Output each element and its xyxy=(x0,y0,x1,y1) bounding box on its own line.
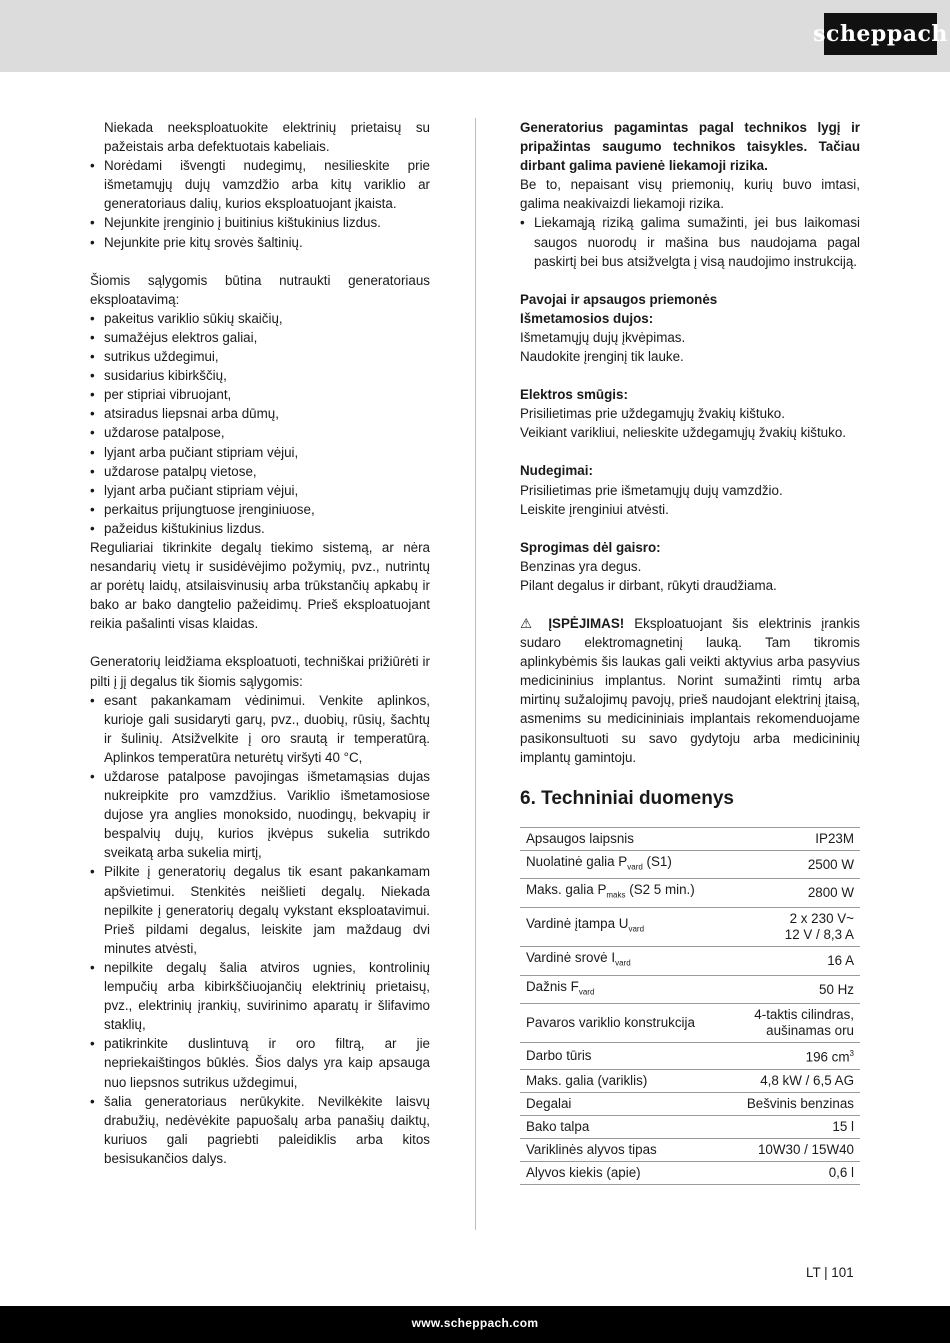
list-item: • Nejunkite prie kitų srovės šaltinių. xyxy=(90,233,430,252)
list-item: • per stipriai vibruojant, xyxy=(90,385,430,404)
list-item: • lyjant arba pučiant stipriam vėjui, xyxy=(90,443,430,462)
manufactured-statement: Generatorius pagamintas pagal technikos lygį ir pripažintas saugumo technikos taisykles. Tačiau dirbant galima pavienė liekamoji rizika. xyxy=(520,120,860,174)
residual-bullets xyxy=(520,213,860,270)
footer-bar xyxy=(0,1306,950,1343)
list-item: • esant pakankamam vėdinimui. Venkite aplinkos, kurioje gali susidaryti garų, pvz., duobių, rūsių, šachtų ir šulinių. Atsižvelkite į oro srautą ir temperatūrą. Aplinkos temperatūra neturėtų viršyti 40 °C, xyxy=(90,691,430,767)
dangers-heading: Pavojai ir apsaugos priemonės xyxy=(520,291,718,307)
spec-label: Maks. galia $P_{maks}$ (S2 5 min.) xyxy=(520,879,725,908)
table-row xyxy=(520,947,860,976)
table-row xyxy=(520,908,860,947)
spec-label: Vardinė įtampa $U_{vard}$ xyxy=(520,908,725,947)
spec-value: 4,8 kW / 6,5 AG xyxy=(725,1069,860,1092)
spec-value: 2800 W xyxy=(725,879,860,908)
regular-check-paragraph: Reguliariai tikrinkite degalų tiekimo sistemą, ar nėra nesandarių vietų ir susidėvėjimo požymių, pvz., nutrintų ar porėtų laidų, atsilaisvinusių arba trūkstančių apkabų ir bako ar bako dangtelio pažeidimų. Prieš eksploatuojant reikia pašalinti visas klaidas. xyxy=(90,539,430,632)
list-item: • pažeidus kištukinius lizdus. xyxy=(90,519,430,538)
burn-line: Prisilietimas prie išmetamųjų dujų vamzdžio. xyxy=(520,482,783,498)
list-item: • Liekamąją riziką galima sumažinti, jei bus laikomasi saugos nuorodų ir mašina bus naudojama pagal paskirtį bei bus atsižvelgta į visą naudojimo instrukciją. xyxy=(520,213,860,270)
spec-value: 2500 W xyxy=(725,850,860,879)
list-item: • lyjant arba pučiant stipriam vėjui, xyxy=(90,481,430,500)
burn-heading: Nudegimai: xyxy=(520,463,593,479)
list-item: • Norėdami išvengti nudegimų, nesilieskite prie išmetamųjų dujų vamzdžio arba kitų variklio ar generatoriaus dalių, kurios eksploatuojant įkaista. xyxy=(90,156,430,213)
table-row xyxy=(520,879,860,908)
table-row xyxy=(520,1004,860,1043)
column-divider xyxy=(475,118,476,1230)
fire-heading: Sprogimas dėl gaisro: xyxy=(520,539,661,555)
scheppach-logo: scheppach xyxy=(824,13,937,55)
burn-line: Leiskite įrenginiui atvėsti. xyxy=(520,501,669,517)
tech-data-title: 6. Techniniai duomenys xyxy=(520,787,734,809)
spec-label: Darbo tūris xyxy=(520,1043,725,1069)
list-item: • uždarose patalpose, xyxy=(90,423,430,442)
spec-label: Apsaugos laipsnis xyxy=(520,827,725,850)
table-row xyxy=(520,1115,860,1138)
fire-line: Benzinas yra degus. xyxy=(520,558,642,574)
table-row xyxy=(520,975,860,1004)
residual-risk-text: Be to, nepaisant visų priemonių, kurių buvo imtasi, galima neakivaizdi liekamoji rizika. xyxy=(520,177,860,212)
list-item: • perkaitus prijungtuose įrenginiuose, xyxy=(90,500,430,519)
footer-url[interactable]: www.scheppach.com xyxy=(411,1316,539,1330)
list-item: • susidarius kibirkščių, xyxy=(90,366,430,385)
stop-bullets xyxy=(90,309,430,538)
warning-triangle-icon: ⚠ xyxy=(520,615,539,631)
list-item: • nepilkite degalų šalia atviros ugnies, kontrolinių lempučių arba kibirkščiuojančių elektrinių prietaisų, pvz., elektrinių įrankių, suvirinimo aparatų ir šlifavimo staklių, xyxy=(90,958,430,1034)
list-item: • pakeitus variklio sūkių skaičių, xyxy=(90,309,430,328)
list-item: • atsiradus liepsnai arba dūmų, xyxy=(90,404,430,423)
warning-label: ĮSPĖJIMAS! xyxy=(548,615,625,631)
table-row xyxy=(520,1043,860,1069)
list-item: • patikrinkite duslintuvą ir oro filtrą, ar jie nepriekaištingos būklės. Šios dalys yra kaip apsauga nuo liepsnos sutrikus uždegimui, xyxy=(90,1034,430,1091)
spec-label: Pavaros variklio konstrukcija xyxy=(520,1004,725,1043)
spec-value: 10W30 / 15W40 xyxy=(725,1138,860,1161)
intro-bullets xyxy=(90,156,430,251)
shock-heading: Elektros smūgis: xyxy=(520,387,628,403)
allowed-intro: Generatorių leidžiama eksploatuoti, techniškai prižiūrėti ir pilti į jį degalus tik šiomis sąlygomis: xyxy=(90,654,430,689)
table-row xyxy=(520,850,860,879)
table-row xyxy=(520,827,860,850)
spec-value: IP23M xyxy=(725,827,860,850)
stop-intro: Šiomis sąlygomis būtina nutraukti generatoriaus eksploatavimą: xyxy=(90,272,430,307)
table-row xyxy=(520,1161,860,1184)
exhaust-line: Naudokite įrenginį tik lauke. xyxy=(520,349,684,365)
table-row xyxy=(520,1092,860,1115)
left-column xyxy=(90,118,430,1168)
spec-label: Alyvos kiekis (apie) xyxy=(520,1161,725,1184)
spec-label: Nuolatinė galia $P_{vard}$ (S1) xyxy=(520,850,725,879)
spec-value: 4-taktis cilindras, aušinamas oru xyxy=(725,1004,860,1043)
list-item: • uždarose patalpose pavojingas išmetamąsias dujas nukreipkite pro vamzdžius. Variklio išmetamosiose dujose yra anglies monoksido, nuodingų, bekvapių ir bespalvių dujų, kurios įkvėpus sukelia sutrikdo sveikatą arba sukelia mirtį, xyxy=(90,767,430,862)
table-row xyxy=(520,1138,860,1161)
list-item: • Nejunkite įrenginio į buitinius kištukinius lizdus. xyxy=(90,213,430,232)
list-item: • uždarose patalpų vietose, xyxy=(90,462,430,481)
table-row xyxy=(520,1069,860,1092)
page-number: LT | 101 xyxy=(806,1265,854,1280)
list-item: • šalia generatoriaus nerūkykite. Nevilkėkite laisvų drabužių, nedėvėkite papuošalų arba panašių daiktų, kuriuos gali pagriebti paleidiklis arba kitos besisukančios dalys. xyxy=(90,1092,430,1168)
tech-data-table xyxy=(520,827,860,1185)
list-item: • sutrikus uždegimui, xyxy=(90,347,430,366)
header-band xyxy=(0,0,950,72)
spec-label: Degalai xyxy=(520,1092,725,1115)
fire-line: Pilant degalus ir dirbant, rūkyti draudžiama. xyxy=(520,577,777,593)
spec-label: Vardinė srovė $I_{vard}$ xyxy=(520,947,725,976)
spec-value: 196 $cm^3$ xyxy=(725,1043,860,1069)
right-column xyxy=(520,118,860,1185)
spec-label: Dažnis $F_{vard}$ xyxy=(520,975,725,1004)
spec-value: 15 l xyxy=(725,1115,860,1138)
warning-text: Eksploatuojant šis elektrinis įrankis sudaro elektromagnetinį lauką. Tam tikromis aplinkybėmis šis laukas gali veikti aktyvius arba pasyvius medicininius implantus. Norint sumažinti rimtų arba mirtinų sužalojimų pavojų, prieš naudojant elektrinį įtaisą, asmenims su medicininiais implantais rekomenduojame pasikonsultuoti su savo gydytoju arba medicininių implantų gamintoju. xyxy=(520,615,860,765)
spec-value: 0,6 l xyxy=(725,1161,860,1184)
spec-value: 16 A xyxy=(725,947,860,976)
list-item: • Pilkite į generatorių degalus tik esant pakankamam apšvietimui. Stenkitės neišlieti degalų. Niekada nepilkite į generatorių degalų vykstant eksploatavimui. Prieš pildami degalus, leiskite jam maždaug dvi minutes atvėsti, xyxy=(90,862,430,957)
exhaust-heading: Išmetamosios dujos: xyxy=(520,310,654,326)
exhaust-line: Išmetamųjų dujų įkvėpimas. xyxy=(520,329,686,345)
allowed-bullets xyxy=(90,691,430,1168)
spec-value: 50 Hz xyxy=(725,975,860,1004)
shock-line: Prisilietimas prie uždegamųjų žvakių kištuko. xyxy=(520,406,785,422)
spec-value: Bešvinis benzinas xyxy=(725,1092,860,1115)
warning-paragraph xyxy=(520,614,860,767)
intro-continuation: Niekada neeksploatuokite elektrinių prietaisų su pažeistais arba defektuotais kabeliais. xyxy=(104,120,430,155)
list-item: • sumažėjus elektros galiai, xyxy=(90,328,430,347)
spec-value: 2 x 230 V~ 12 V / 8,3 A xyxy=(725,908,860,947)
spec-label: Maks. galia (variklis) xyxy=(520,1069,725,1092)
spec-label: Variklinės alyvos tipas xyxy=(520,1138,725,1161)
spec-label: Bako talpa xyxy=(520,1115,725,1138)
shock-line: Veikiant varikliui, nelieskite uždegamųjų žvakių kištuko. xyxy=(520,425,846,441)
